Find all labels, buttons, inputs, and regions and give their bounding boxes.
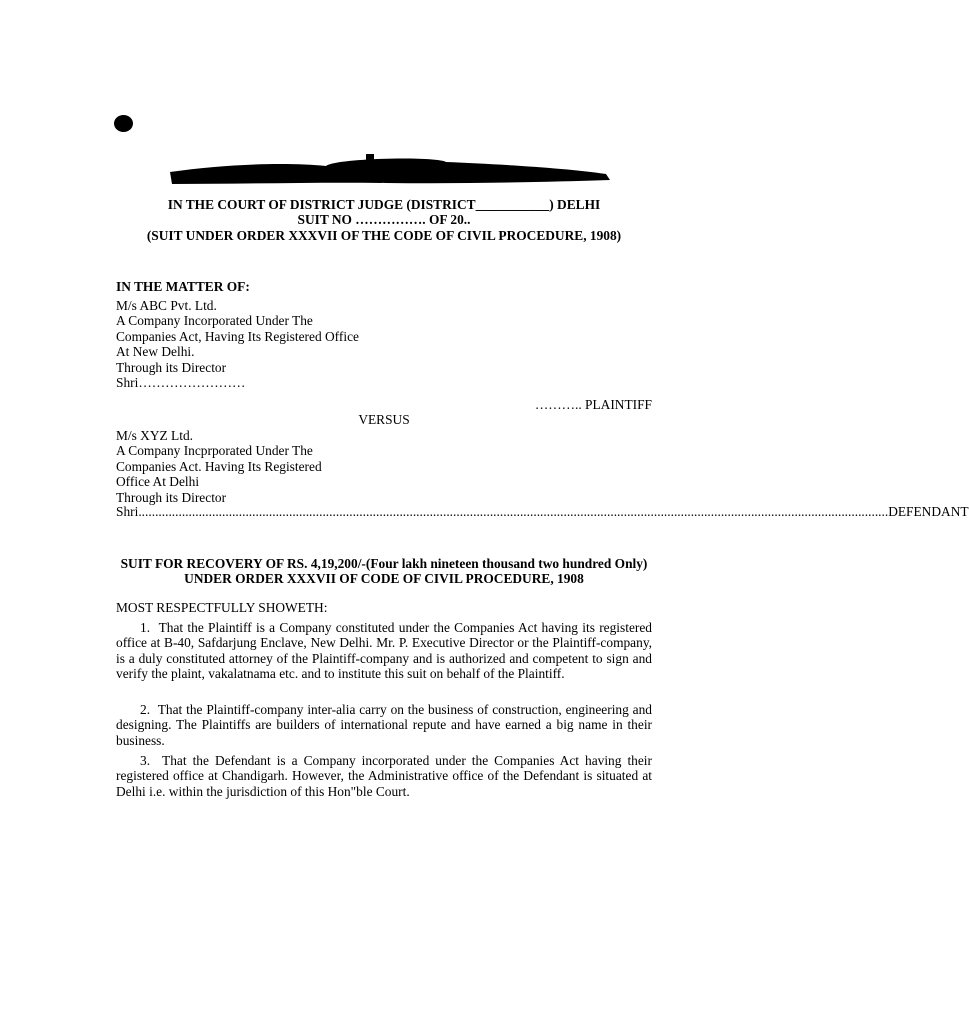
paragraph-number: 1. bbox=[140, 620, 151, 635]
plaintiff-line: At New Delhi. bbox=[116, 344, 195, 360]
matter-heading: IN THE MATTER OF: bbox=[116, 279, 250, 294]
paragraph-number: 2. bbox=[140, 702, 151, 717]
plaintiff-line: A Company Incorporated Under The bbox=[116, 313, 313, 329]
versus-label: VERSUS bbox=[358, 412, 410, 427]
paragraph-text: That the Plaintiff-company inter-alia carry on the business of construction, engineering and designing. The Plaintiffs are builders of international repute and have earned a big name in their business. bbox=[116, 702, 652, 748]
paragraph-text: That the Defendant is a Company incorporated under the Companies Act having their registered office at Chandigarh. However, the Administrative office of the Defendant is situated at Delhi i.e. within the jurisdiction of this Hon"ble Court. bbox=[116, 753, 652, 799]
plaintiff-line: M/s ABC Pvt. Ltd. bbox=[116, 298, 217, 313]
plaintiff-block bbox=[116, 298, 652, 390]
paragraph-text: That the Plaintiff is a Company constituted under the Companies Act having its registered office at B-40, Safdarjung Enclave, New Delhi. Mr. P. Executive Director or the Plaintiff-company, is a duly constituted attorney of the Plaintiff-company and is authorized and competent to sign and verify the plaint, vakalatnama etc. and to institute this suit on behalf of the Plaintiff. bbox=[116, 620, 652, 682]
defendant-line: A Company Incprporated Under The bbox=[116, 443, 313, 459]
defendant-signature-line bbox=[116, 504, 969, 519]
court-heading: IN THE COURT OF DISTRICT JUDGE (DISTRICT___________) DELHI bbox=[167, 197, 601, 212]
ink-dot bbox=[114, 115, 133, 132]
defendant-line: Through its Director bbox=[116, 489, 227, 505]
paragraph-number: 3. bbox=[140, 753, 151, 768]
suit-title: SUIT FOR RECOVERY OF RS. 4,19,200/-(Four lakh nineteen thousand two hundred Only) UNDER ORDER XXXVII OF CODE OF CIVIL PROCEDURE, 1908 bbox=[120, 556, 648, 587]
plaintiff-line: Companies Act, Having Its Registered Office bbox=[116, 328, 359, 344]
dotted-leader: ................................................................................................................................................................................................................................ bbox=[138, 504, 889, 519]
plaintiff-line: Through its Director bbox=[116, 359, 227, 375]
defendant-line: Office At Delhi bbox=[116, 474, 200, 490]
defendant-label: DEFENDANT bbox=[888, 504, 969, 519]
redaction-mark bbox=[166, 150, 612, 186]
paragraph bbox=[116, 702, 652, 748]
defendant-block bbox=[116, 428, 652, 505]
plaintiff-line: Shri…………………… bbox=[116, 375, 246, 391]
paragraph bbox=[116, 620, 652, 682]
defendant-line: M/s XYZ Ltd. bbox=[116, 428, 193, 443]
order-heading: (SUIT UNDER ORDER XXXVII OF THE CODE OF CIVIL PROCEDURE, 1908) bbox=[146, 228, 622, 243]
plaintiff-label: ……….. PLAINTIFF bbox=[534, 397, 652, 412]
showeth-heading: MOST RESPECTFULLY SHOWETH: bbox=[116, 600, 328, 615]
defendant-line: Companies Act. Having Its Registered bbox=[116, 458, 322, 474]
paragraph bbox=[116, 753, 652, 799]
defendant-shri: Shri bbox=[116, 504, 139, 519]
suit-number-heading: SUIT NO ……………. OF 20.. bbox=[297, 212, 471, 227]
